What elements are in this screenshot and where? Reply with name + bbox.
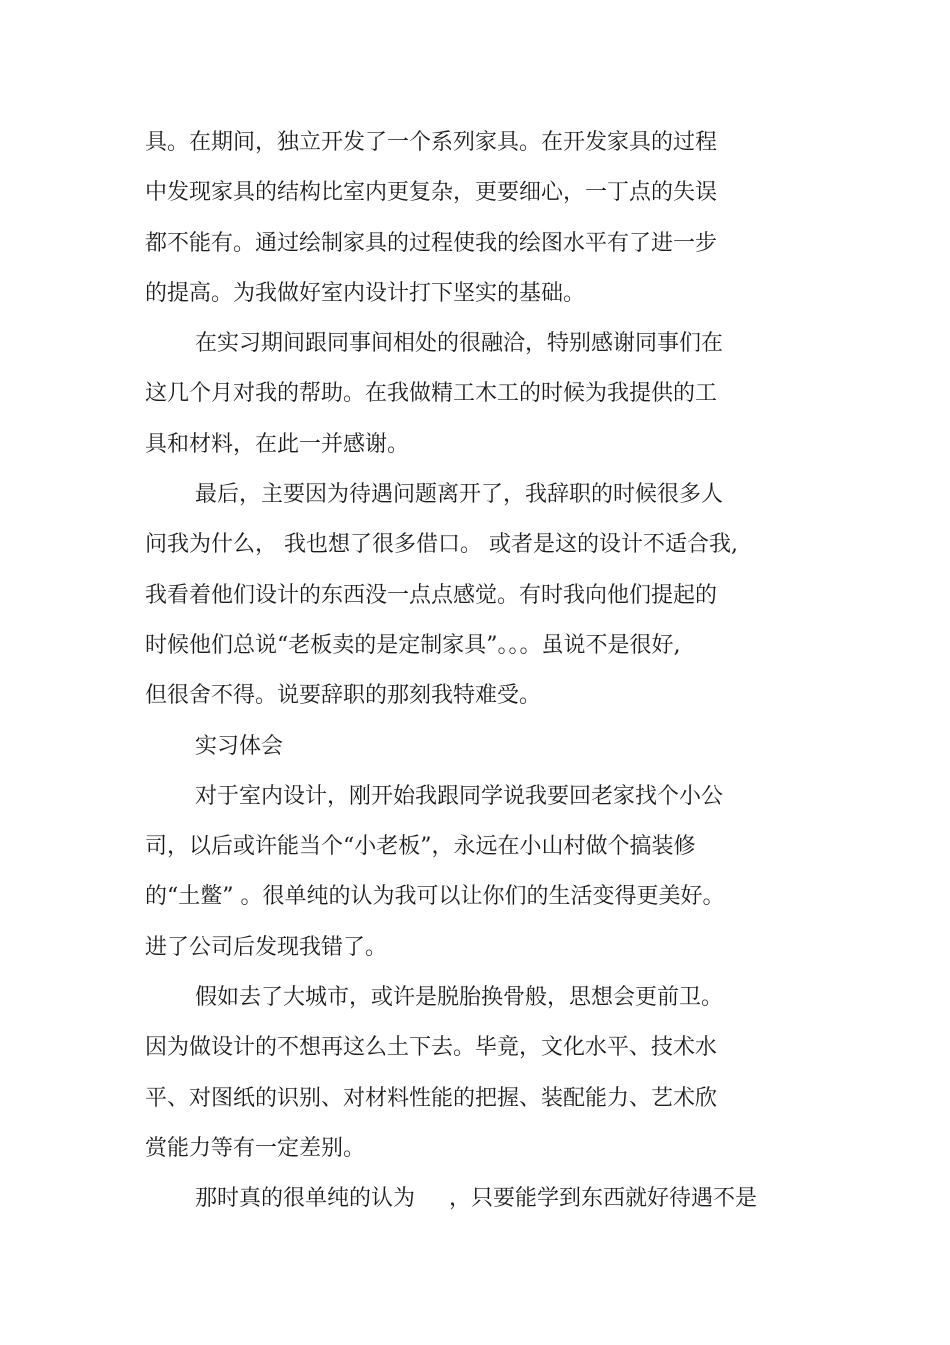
text-line: 时候他们总说“老板卖的是定制家具”。。。虽说不是很好, xyxy=(145,632,681,658)
text-line: 中发现家具的结构比室内更复杂，更要细心，一丁点的失误 xyxy=(145,180,718,206)
text-fragment-after-gap: ，只要能学到东西就好待遇不是 xyxy=(449,1186,758,1212)
text-line: 赏能力等有一定差别。 xyxy=(145,1135,366,1161)
text-line: 平、对图纸的识别、对材料性能的把握、装配能力、艺术欣 xyxy=(145,1085,718,1111)
text-fragment-before-gap: 那时真的很单纯的认为 xyxy=(195,1186,416,1212)
text-line: 的“土鳖” 。很单纯的认为我可以让你们的生活变得更美好。 xyxy=(145,884,725,910)
text-line: 具和材料，在此一并感谢。 xyxy=(145,431,410,457)
text-line: 这几个月对我的帮助。在我做精工木工的时候为我提供的工 xyxy=(145,381,718,407)
paragraph-start-line: 对于室内设计，刚开始我跟同学说我要回老家找个小公 xyxy=(195,783,724,809)
text-line: 我看着他们设计的东西没一点点感觉。有时我向他们提起的 xyxy=(145,582,718,608)
text-line: 的提高。为我做好室内设计打下坚实的基础。 xyxy=(145,280,586,306)
paragraph-start-line xyxy=(145,1174,805,1224)
paragraph-start-line: 在实习期间跟同事间相处的很融洽，特别感谢同事们在 xyxy=(195,331,724,357)
text-line: 问我为什么， 我也想了很多借口。 或者是这的设计不适合我, xyxy=(145,532,738,558)
text-line: 司，以后或许能当个“小老板”，永远在小山村做个搞装修 xyxy=(145,834,696,860)
body-text xyxy=(145,118,805,1225)
paragraph-start-line: 最后，主要因为待遇问题离开了，我辞职的时候很多人 xyxy=(195,482,724,508)
text-line: 具。在期间，独立开发了一个系列家具。在开发家具的过程 xyxy=(145,130,718,155)
text-line: 但很舍不得。说要辞职的那刻我特难受。 xyxy=(145,683,542,709)
text-line: 都不能有。通过绘制家具的过程使我的绘图水平有了进一步 xyxy=(145,230,718,256)
section-heading: 实习体会 xyxy=(195,733,284,759)
paragraph-start-line: 假如去了大城市，或许是脱胎换骨般，思想会更前卫。 xyxy=(195,985,724,1011)
text-line: 进了公司后发现我错了。 xyxy=(145,934,388,960)
text-line: 因为做设计的不想再这么土下去。毕竟，文化水平、技术水 xyxy=(145,1035,718,1061)
